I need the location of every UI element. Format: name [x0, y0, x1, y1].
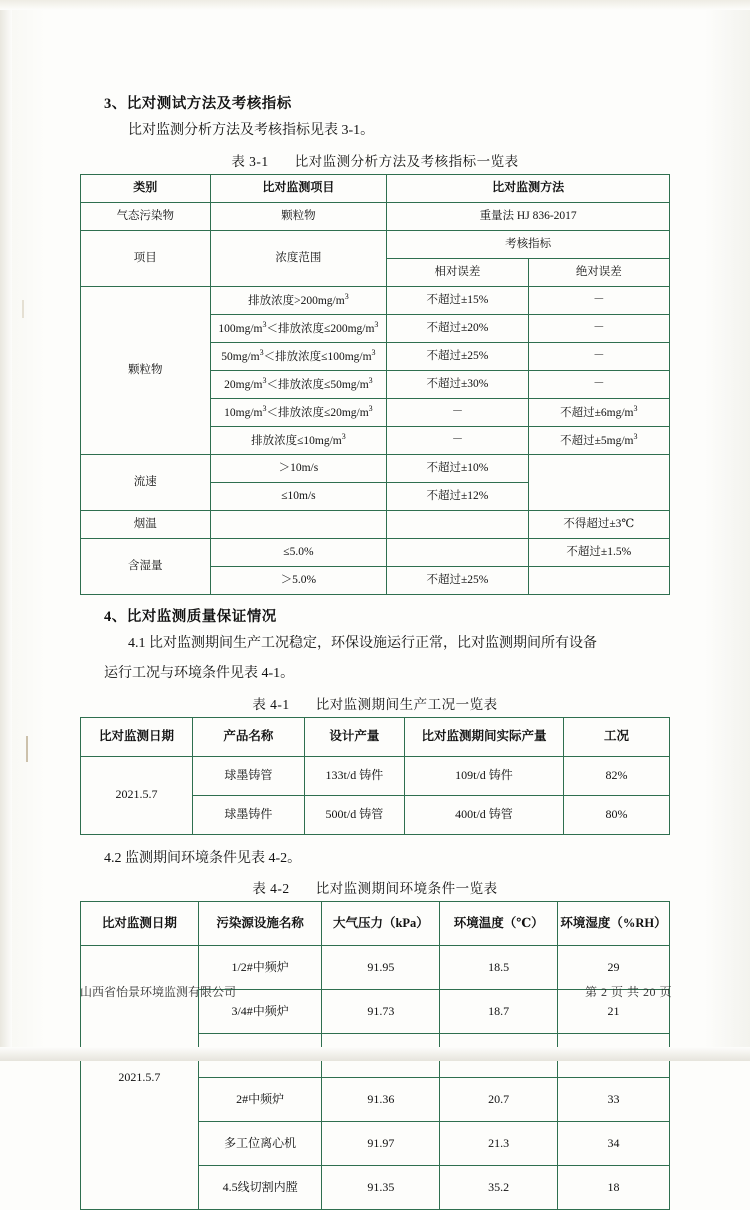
table-4-1: [80, 717, 670, 835]
th-facility: 污染源设施名称: [198, 902, 322, 946]
th-date: 比对监测日期: [81, 717, 193, 756]
cell-project: 项目: [81, 230, 211, 286]
cell-humidity: 33: [558, 1078, 670, 1122]
table-4-1-caption-title: 比对监测期间生产工况一览表: [315, 696, 498, 712]
table-4-2-caption: [80, 877, 670, 897]
table-row: [81, 230, 670, 258]
cell-product: 球墨铸管: [192, 756, 304, 795]
cell-facility: 2#中频炉: [198, 1078, 322, 1122]
cell-velocity-label: 流速: [81, 454, 211, 510]
th-temperature: 环境温度（℃）: [440, 902, 558, 946]
cell-pressure: 91.95: [322, 946, 440, 990]
cell-range: $50mg/m^3<$排放浓度$\le 100mg/m^3$: [210, 342, 387, 370]
table-3-1-caption-title: 比对监测分析方法及考核指标一览表: [294, 153, 519, 169]
cell-humidity: 34: [558, 1122, 670, 1166]
th-method: 比对监测方法: [387, 174, 670, 202]
cell-design-output: 133t/d 铸件: [304, 756, 404, 795]
th-design-output: 设计产量: [304, 717, 404, 756]
page-footer: [80, 978, 672, 1000]
cell-absolute-error: －: [528, 314, 669, 342]
th-actual-output: 比对监测期间实际产量: [404, 717, 563, 756]
page-edge-bottom: [0, 1047, 750, 1061]
table-row-header: [81, 174, 670, 202]
cell-absolute-error: －: [528, 286, 669, 314]
cell-humidity: 21: [558, 990, 670, 1034]
cell-facility: 1/2#中频炉: [198, 946, 322, 990]
cell-condition: 82%: [563, 756, 669, 795]
cell-range: ＞10m/s: [210, 454, 387, 482]
cell-temperature: 21.3: [440, 1122, 558, 1166]
cell-temperature-label: 烟温: [81, 510, 211, 538]
th-item: 比对监测项目: [210, 174, 387, 202]
table-row: [81, 454, 670, 482]
cell-facility: 多工位离心机: [198, 1122, 322, 1166]
cell-range: $20mg/m^3<$排放浓度$\le 50mg/m^3$: [210, 370, 387, 398]
table-3-1-caption-number: 表 3-1: [231, 153, 269, 169]
th-pressure: 大气压力（kPa）: [322, 902, 440, 946]
cell-relative-error: 不超过±10%: [387, 454, 528, 482]
th-category: 类别: [81, 174, 211, 202]
cell-pressure: 91.35: [322, 1166, 440, 1210]
cell-relative-error: 不超过±25%: [387, 342, 528, 370]
cell-range: 排放浓度$>200mg/m^3$: [210, 286, 387, 314]
cell-facility: 4.5线切割内膛: [198, 1166, 322, 1210]
cell-range: [210, 510, 387, 538]
footer-page-number: 第 2 页 共 20 页: [584, 985, 672, 999]
table-row: [81, 756, 670, 795]
cell-relative-error: 不超过±12%: [387, 482, 528, 510]
cell-actual-output: 400t/d 铸管: [404, 795, 563, 834]
cell-absolute-error: 不得超过±3℃: [528, 510, 669, 538]
th-product: 产品名称: [192, 717, 304, 756]
section-4-1-paragraph-line1: 4.1 比对监测期间生产工况稳定，环保设施运行正常，比对监测期间所有设备: [128, 635, 597, 651]
table-3-1-caption: [80, 150, 670, 170]
cell-date: 2021.5.7: [81, 756, 193, 834]
table-4-2-caption-title: 比对监测期间环境条件一览表: [315, 881, 498, 896]
cell-absolute-error: 不超过$\pm 5mg/m^3$: [528, 426, 669, 454]
cell-absolute-error: [528, 454, 669, 510]
cell-absolute-error: [528, 566, 669, 594]
th-condition: 工况: [563, 717, 669, 756]
table-4-2-caption-number: 表 4-2: [252, 881, 290, 896]
section-4-heading: 4、比对监测质量保证情况: [104, 608, 277, 625]
section-3-heading: 3、比对测试方法及考核指标: [104, 96, 292, 112]
cell-relative-error: 不超过±15%: [387, 286, 528, 314]
footer-company: 山西省怡景环境监测有限公司: [80, 985, 237, 999]
cell-range: ≤5.0%: [210, 538, 387, 566]
section-3-paragraph: 比对监测分析方法及考核指标见表 3-1。: [128, 123, 375, 138]
cell-condition: 80%: [563, 795, 669, 834]
cell-range: $100mg/m^3<$排放浓度$\le 200mg/m^3$: [210, 314, 387, 342]
cell-relative-error: [387, 510, 528, 538]
cell-product: 球墨铸件: [192, 795, 304, 834]
cell-absolute-error: 不超过$\pm 6mg/m^3$: [528, 398, 669, 426]
table-row: [81, 538, 670, 566]
cell-humidity: 18: [558, 1166, 670, 1210]
th-humidity: 环境湿度（%RH）: [558, 902, 670, 946]
cell-particulate-item: 颗粒物: [210, 202, 387, 230]
cell-relative-error: －: [387, 398, 528, 426]
cell-pressure: 91.36: [322, 1078, 440, 1122]
table-row: [81, 202, 670, 230]
cell-temperature: 20.7: [440, 1078, 558, 1122]
cell-relative-error-header: 相对误差: [387, 258, 528, 286]
cell-range: 排放浓度$\le 10mg/m^3$: [210, 426, 387, 454]
cell-method-hj836: 重量法 HJ 836-2017: [387, 202, 670, 230]
page-edge-top: [0, 0, 750, 10]
table-row-header: [81, 717, 670, 756]
cell-absolute-error: 不超过±1.5%: [528, 538, 669, 566]
cell-pressure: 91.97: [322, 1122, 440, 1166]
cell-relative-error: 不超过±25%: [387, 566, 528, 594]
cell-particulate-label: 颗粒物: [81, 286, 211, 454]
table-row-header: [81, 902, 670, 946]
cell-gas-pollutant: 气态污染物: [81, 202, 211, 230]
cell-relative-error: －: [387, 426, 528, 454]
cell-pressure: 91.73: [322, 990, 440, 1034]
document-content: [80, 92, 670, 1210]
table-4-1-caption: [80, 693, 670, 713]
cell-relative-error: 不超过±20%: [387, 314, 528, 342]
table-4-1-caption-number: 表 4-1: [252, 696, 290, 712]
cell-range: $10mg/m^3<$排放浓度$\le 20mg/m^3$: [210, 398, 387, 426]
section-4-2-paragraph: 4.2 监测期间环境条件见表 4-2。: [104, 850, 302, 866]
cell-relative-error: [387, 538, 528, 566]
table-row: [81, 510, 670, 538]
cell-humidity: 29: [558, 946, 670, 990]
cell-relative-error: 不超过±30%: [387, 370, 528, 398]
cell-temperature: 18.7: [440, 990, 558, 1034]
cell-assessment-index: 考核指标: [387, 230, 670, 258]
cell-date: 2021.5.7: [81, 946, 199, 1210]
cell-moisture-label: 含湿量: [81, 538, 211, 594]
cell-absolute-error: －: [528, 342, 669, 370]
th-date: 比对监测日期: [81, 902, 199, 946]
table-row: [81, 286, 670, 314]
cell-actual-output: 109t/d 铸件: [404, 756, 563, 795]
scan-artifact-lower: [26, 736, 28, 762]
cell-temperature: 35.2: [440, 1166, 558, 1210]
section-4-1-paragraph-line2: 运行工况与环境条件见表 4-1。: [104, 666, 295, 681]
cell-range: ≤10m/s: [210, 482, 387, 510]
table-3-1: [80, 174, 670, 595]
cell-design-output: 500t/d 铸管: [304, 795, 404, 834]
cell-absolute-error-header: 绝对误差: [528, 258, 669, 286]
cell-absolute-error: －: [528, 370, 669, 398]
page-edge-left: [0, 0, 12, 1061]
scan-artifact-upper: [22, 300, 24, 318]
cell-facility: 3/4#中频炉: [198, 990, 322, 1034]
cell-temperature: 18.5: [440, 946, 558, 990]
cell-concentration-range: 浓度范围: [210, 230, 387, 286]
cell-range: ＞5.0%: [210, 566, 387, 594]
